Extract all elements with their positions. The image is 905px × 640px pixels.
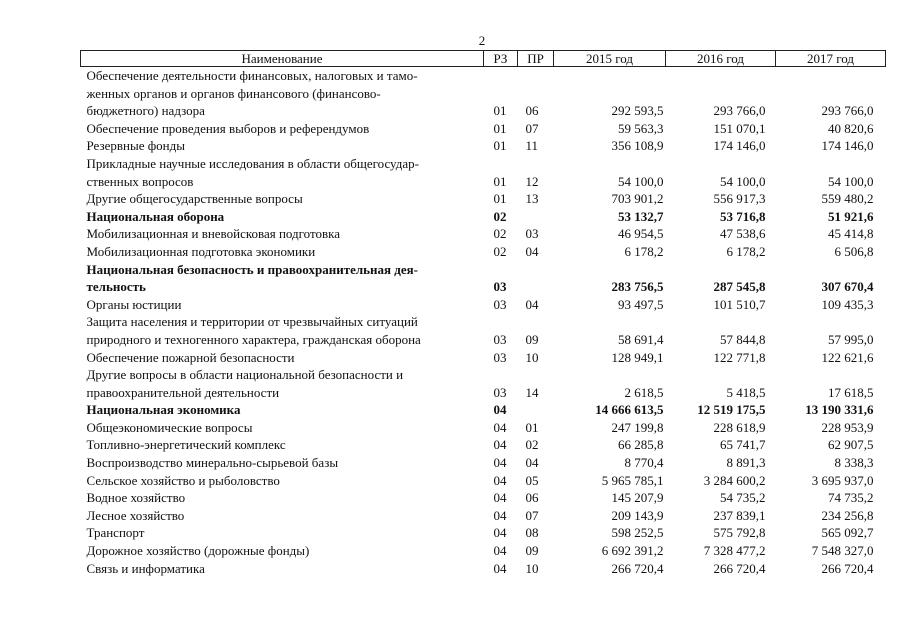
- row-rz: 04: [493, 543, 507, 559]
- row-2017: 7 548 327,0: [811, 543, 874, 559]
- row-pr: 04: [525, 296, 539, 312]
- row-2015: 6 178,2: [624, 243, 664, 259]
- row-2016: 556 917,3: [713, 191, 766, 207]
- row-2015: 598 252,5: [611, 525, 664, 541]
- row-2016: 3 284 600,2: [703, 472, 766, 488]
- row-pr: 13: [525, 191, 539, 207]
- row-2015: 5 965 785,1: [601, 472, 664, 488]
- row-pr: 05: [525, 472, 539, 488]
- row-name-line: тельность: [86, 279, 146, 295]
- table-row: [81, 454, 886, 472]
- row-2016: 54 735,2: [720, 490, 766, 506]
- row-rz: 02: [493, 208, 507, 224]
- row-rz: 02: [493, 226, 507, 242]
- row-2015: 58 691,4: [618, 331, 664, 347]
- row-name-line: Сельское хозяйство и рыболовство: [86, 472, 280, 488]
- row-rz: 04: [493, 455, 507, 471]
- row-2015: 46 954,5: [618, 226, 664, 242]
- row-pr: [518, 261, 554, 296]
- row-name-line: Мобилизационная и вневойсковая подготовка: [86, 226, 341, 242]
- row-2016: 53 716,8: [720, 208, 766, 224]
- row-pr: 12: [525, 173, 539, 189]
- row-2016: 266 720,4: [713, 560, 766, 576]
- row-2015: 53 132,7: [618, 208, 664, 224]
- row-pr: 02: [525, 437, 539, 453]
- row-name: [81, 507, 484, 525]
- row-pr: 07: [525, 507, 539, 523]
- row-2017: 8 338,3: [834, 455, 874, 471]
- row-name: [81, 225, 484, 243]
- row-pr: 14: [525, 384, 539, 400]
- row-name-line: Обеспечение деятельности финансовых, налоговых и тамо-: [86, 68, 418, 83]
- table-row: [81, 261, 886, 296]
- header-name: Наименование: [81, 51, 484, 67]
- row-name-line: Обеспечение проведения выборов и референдумов: [86, 120, 370, 136]
- row-2015: 209 143,9: [611, 507, 664, 523]
- row-name-line: Связь и информатика: [86, 560, 205, 576]
- row-name: [81, 560, 484, 578]
- table-row: [81, 67, 886, 120]
- row-2017: 266 720,4: [821, 560, 874, 576]
- row-name-line: женных органов и органов финансового (финансово-: [86, 85, 381, 101]
- table-row: [81, 560, 886, 578]
- table-row: [81, 436, 886, 454]
- row-rz: 03: [493, 331, 507, 347]
- row-name: [81, 454, 484, 472]
- row-name-line: Воспроизводство минерально-сырьевой базы: [86, 455, 339, 471]
- row-2017: 45 414,8: [828, 226, 874, 242]
- row-rz: 04: [493, 560, 507, 576]
- table-row: [81, 472, 886, 490]
- row-name-line: Другие общегосударственные вопросы: [86, 191, 303, 207]
- row-name-line: Мобилизационная подготовка экономики: [86, 243, 316, 259]
- row-pr: 10: [525, 349, 539, 365]
- row-2015: 93 497,5: [618, 296, 664, 312]
- row-name-line: Национальная безопасность и правоохранительная дея-: [86, 261, 418, 277]
- row-2015: 266 720,4: [611, 560, 664, 576]
- row-name-line: Общеэкономические вопросы: [86, 419, 253, 435]
- table-row: [81, 155, 886, 190]
- table-row: [81, 401, 886, 419]
- row-name-line: Водное хозяйство: [86, 490, 186, 506]
- row-name-line: Защита населения и территории от чрезвычайных ситуаций: [86, 314, 418, 330]
- budget-table: [80, 50, 886, 577]
- row-name: [81, 489, 484, 507]
- row-name-line: природного и техногенного характера, гражданская оборона: [86, 331, 421, 347]
- row-name-line: Органы юстиции: [86, 296, 182, 312]
- row-2017: 13 190 331,6: [805, 402, 874, 418]
- row-name-line: ственных вопросов: [86, 173, 194, 189]
- row-2017: 293 766,0: [821, 103, 874, 119]
- row-rz: 04: [493, 472, 507, 488]
- row-2015: 283 756,5: [611, 279, 664, 295]
- row-2016: 12 519 175,5: [697, 402, 766, 418]
- row-name-line: Прикладные научные исследования в области общегосудар-: [86, 155, 419, 171]
- row-name: [81, 208, 484, 226]
- row-name-line: правоохранительной деятельности: [86, 384, 280, 400]
- row-name-line: Национальная оборона: [86, 208, 225, 224]
- row-name-line: Топливно-энергетический комплекс: [86, 437, 286, 453]
- row-2016: 575 792,8: [713, 525, 766, 541]
- row-2017: 109 435,3: [821, 296, 874, 312]
- row-rz: 01: [493, 191, 507, 207]
- header-rz: РЗ: [484, 51, 518, 67]
- header-2015: 2015 год: [554, 51, 666, 67]
- row-rz: 03: [493, 384, 507, 400]
- table-header: [81, 51, 886, 67]
- row-pr: 03: [525, 226, 539, 242]
- row-2017: 307 670,4: [821, 279, 874, 295]
- row-name: [81, 366, 484, 401]
- row-2016: 174 146,0: [713, 138, 766, 154]
- row-2016: 47 538,6: [720, 226, 766, 242]
- row-rz: 01: [493, 103, 507, 119]
- row-name: [81, 120, 484, 138]
- row-rz: 04: [493, 507, 507, 523]
- row-2016: 8 891,3: [726, 455, 766, 471]
- row-name-line: Транспорт: [86, 525, 145, 541]
- row-2017: 228 953,9: [821, 419, 874, 435]
- row-rz: 04: [493, 437, 507, 453]
- row-2015: 66 285,8: [618, 437, 664, 453]
- row-name: [81, 155, 484, 190]
- row-2015: 128 949,1: [611, 349, 664, 365]
- row-2015: 703 901,2: [611, 191, 664, 207]
- table-row: [81, 243, 886, 261]
- row-name: [81, 296, 484, 314]
- row-2017: 17 618,5: [828, 384, 874, 400]
- row-name-line: Дорожное хозяйство (дорожные фонды): [86, 543, 310, 559]
- table-row: [81, 542, 886, 560]
- row-2017: 565 092,7: [821, 525, 874, 541]
- row-2017: 3 695 937,0: [811, 472, 874, 488]
- row-pr: 08: [525, 525, 539, 541]
- row-2016: 5 418,5: [726, 384, 766, 400]
- row-name: [81, 243, 484, 261]
- header-2017: 2017 год: [776, 51, 886, 67]
- row-2017: 57 995,0: [828, 331, 874, 347]
- table-row: [81, 225, 886, 243]
- row-2015: 54 100,0: [618, 173, 664, 189]
- row-2017: 234 256,8: [821, 507, 874, 523]
- table-row: [81, 137, 886, 155]
- row-pr: [518, 208, 554, 226]
- table-row: [81, 313, 886, 348]
- row-2015: 59 563,3: [618, 120, 664, 136]
- row-name: [81, 472, 484, 490]
- row-2016: 101 510,7: [713, 296, 766, 312]
- row-2015: 6 692 391,2: [601, 543, 664, 559]
- row-name-line: Другие вопросы в области национальной безопасности и: [86, 367, 404, 383]
- row-rz: 02: [493, 243, 507, 259]
- row-pr: 10: [525, 560, 539, 576]
- table-row: [81, 507, 886, 525]
- row-rz: 01: [493, 120, 507, 136]
- row-name: [81, 190, 484, 208]
- row-2015: 2 618,5: [624, 384, 664, 400]
- row-2015: 145 207,9: [611, 490, 664, 506]
- row-2016: 287 545,8: [713, 279, 766, 295]
- row-rz: 04: [493, 402, 507, 418]
- table-row: [81, 120, 886, 138]
- row-name-line: Лесное хозяйство: [86, 507, 185, 523]
- row-name: [81, 542, 484, 560]
- table-row: [81, 524, 886, 542]
- table-body: [81, 67, 886, 578]
- row-rz: 01: [493, 138, 507, 154]
- row-2017: 54 100,0: [828, 173, 874, 189]
- row-2017: 174 146,0: [821, 138, 874, 154]
- row-pr: [518, 401, 554, 419]
- table-row: [81, 489, 886, 507]
- table-row: [81, 349, 886, 367]
- row-rz: 03: [493, 279, 507, 295]
- table-row: [81, 296, 886, 314]
- row-2016: 228 618,9: [713, 419, 766, 435]
- row-pr: 07: [525, 120, 539, 136]
- row-rz: 04: [493, 419, 507, 435]
- row-2016: 65 741,7: [720, 437, 766, 453]
- row-2016: 151 070,1: [713, 120, 766, 136]
- row-name-line: Обеспечение пожарной безопасности: [86, 349, 295, 365]
- row-2016: 57 844,8: [720, 331, 766, 347]
- row-2017: 6 506,8: [834, 243, 874, 259]
- header-pr: ПР: [518, 51, 554, 67]
- row-2015: 14 666 613,5: [595, 402, 664, 418]
- row-rz: 03: [493, 296, 507, 312]
- row-2015: 356 108,9: [611, 138, 664, 154]
- row-2015: 247 199,8: [611, 419, 664, 435]
- header-2016: 2016 год: [666, 51, 776, 67]
- row-2017: 62 907,5: [828, 437, 874, 453]
- row-2017: 74 735,2: [828, 490, 874, 506]
- row-2016: 54 100,0: [720, 173, 766, 189]
- row-name: [81, 261, 484, 296]
- row-name-line: бюджетного) надзора: [86, 103, 205, 119]
- row-pr: 04: [525, 455, 539, 471]
- row-pr: 11: [525, 138, 539, 154]
- row-name: [81, 137, 484, 155]
- row-2016: 237 839,1: [713, 507, 766, 523]
- row-2016: 7 328 477,2: [703, 543, 766, 559]
- row-2016: 6 178,2: [726, 243, 766, 259]
- row-name: [81, 313, 484, 348]
- row-rz: 04: [493, 525, 507, 541]
- row-name: [81, 401, 484, 419]
- table-row: [81, 419, 886, 437]
- row-pr: 09: [525, 543, 539, 559]
- row-2017: 122 621,6: [821, 349, 874, 365]
- row-name-line: Национальная экономика: [86, 402, 241, 418]
- row-name: [81, 436, 484, 454]
- row-rz: 04: [493, 490, 507, 506]
- table-row: [81, 208, 886, 226]
- row-pr: 09: [525, 331, 539, 347]
- table-row: [81, 366, 886, 401]
- row-name: [81, 524, 484, 542]
- row-name-line: Резервные фонды: [86, 138, 185, 154]
- row-2016: 122 771,8: [713, 349, 766, 365]
- row-2017: 51 921,6: [828, 208, 874, 224]
- row-pr: 04: [525, 243, 539, 259]
- row-pr: 01: [525, 419, 539, 435]
- row-name: [81, 67, 484, 120]
- row-pr: 06: [525, 103, 539, 119]
- row-2017: 40 820,6: [828, 120, 874, 136]
- row-2015: 8 770,4: [624, 455, 664, 471]
- table-row: [81, 190, 886, 208]
- row-2015: 292 593,5: [611, 103, 664, 119]
- row-name: [81, 419, 484, 437]
- row-rz: 03: [493, 349, 507, 365]
- page-number: 2: [478, 33, 486, 48]
- row-2016: 293 766,0: [713, 103, 766, 119]
- row-name: [81, 349, 484, 367]
- row-rz: 01: [493, 173, 507, 189]
- row-2017: 559 480,2: [821, 191, 874, 207]
- row-pr: 06: [525, 490, 539, 506]
